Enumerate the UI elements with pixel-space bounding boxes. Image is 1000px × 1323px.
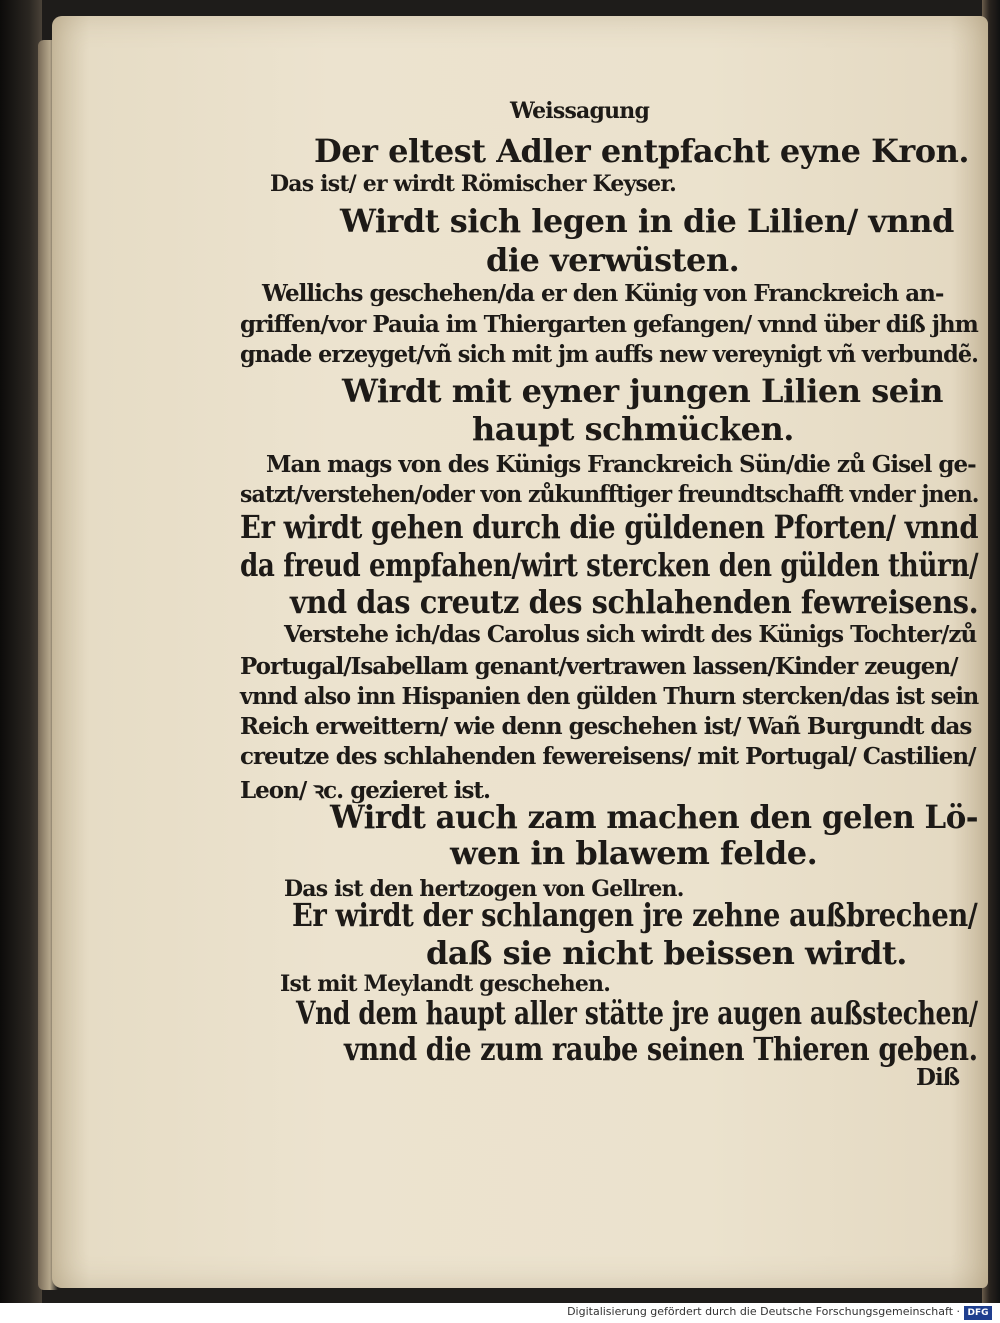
commentary-line: Leon/ ꝛc. gezieret ist.	[240, 777, 491, 804]
heading-line: daß sie nicht beissen wirdt.	[426, 934, 907, 972]
heading-line: vnnd die zum raube seinen Thieren geben.	[344, 1030, 978, 1068]
heading-line: wen in blawem felde.	[450, 834, 818, 872]
commentary-line: griffen/vor Pauia im Thiergarten gefangen/ vnnd über diß jhm	[240, 311, 978, 338]
heading-line: die verwüsten.	[486, 241, 740, 279]
commentary-line: creutze des schlahenden fewereisens/ mit Portugal/ Castilien/	[240, 743, 976, 770]
commentary-line: Das ist/ er wirdt Römischer Keyser.	[270, 171, 676, 197]
commentary-line: Man mags von des Künigs Franckreich Sün/die zů Gisel ge-	[266, 451, 976, 478]
heading-line: Vnd dem haupt aller stätte jre augen außstechen/	[296, 994, 978, 1032]
commentary-line: Ist mit Meylandt geschehen.	[280, 971, 611, 997]
heading-line: Wirdt sich legen in die Lilien/ vnnd	[340, 202, 954, 240]
book-page	[52, 16, 988, 1288]
footer-bar	[0, 1303, 1000, 1323]
funding-credit: Digitalisierung gefördert durch die Deutsche Forschungsgemeinschaft ·	[567, 1305, 960, 1318]
heading-line: vnd das creutz des schlahenden fewreisens.	[290, 583, 979, 621]
dfg-logo: DFG	[964, 1306, 992, 1320]
running-title: Weissagung	[510, 98, 650, 124]
commentary-line: Portugal/Isabellam genant/vertrawen lassen/Kinder zeugen/	[240, 653, 958, 680]
commentary-line: satzt/verstehen/oder von zůkunfftiger freundtschafft vnder jnen.	[240, 481, 979, 508]
commentary-line: gnade erzeyget/vñ sich mit jm auffs new vereynigt vñ verbundẽ.	[240, 341, 978, 368]
catchword: Diß	[916, 1064, 960, 1091]
heading-line: haupt schmücken.	[472, 410, 794, 448]
commentary-line: vnnd also inn Hispanien den gülden Thurn stercken/das ist sein	[240, 683, 979, 710]
heading-line: Wirdt mit eyner jungen Lilien sein	[342, 372, 943, 410]
heading-line: Der eltest Adler entpfacht eyne Kron.	[314, 132, 970, 170]
heading-line: da freud empfahen/wirt stercken den gülden thürn/	[240, 546, 979, 584]
commentary-line: Das ist den hertzogen von Gellren.	[284, 876, 684, 902]
commentary-line: Wellichs geschehen/da er den Künig von Franckreich an-	[262, 280, 944, 307]
heading-line: Er wirdt der schlangen jre zehne außbrechen/	[292, 896, 978, 934]
commentary-line: Verstehe ich/das Carolus sich wirdt des Künigs Tochter/zů	[284, 621, 977, 648]
heading-line: Wirdt auch zam machen den gelen Lö-	[330, 798, 979, 836]
heading-line: Er wirdt gehen durch die güldenen Pforten/ vnnd	[240, 508, 979, 546]
scan-left-edge	[0, 0, 42, 1303]
commentary-line: Reich erweittern/ wie denn geschehen ist/ Wañ Burgundt das	[240, 713, 972, 740]
